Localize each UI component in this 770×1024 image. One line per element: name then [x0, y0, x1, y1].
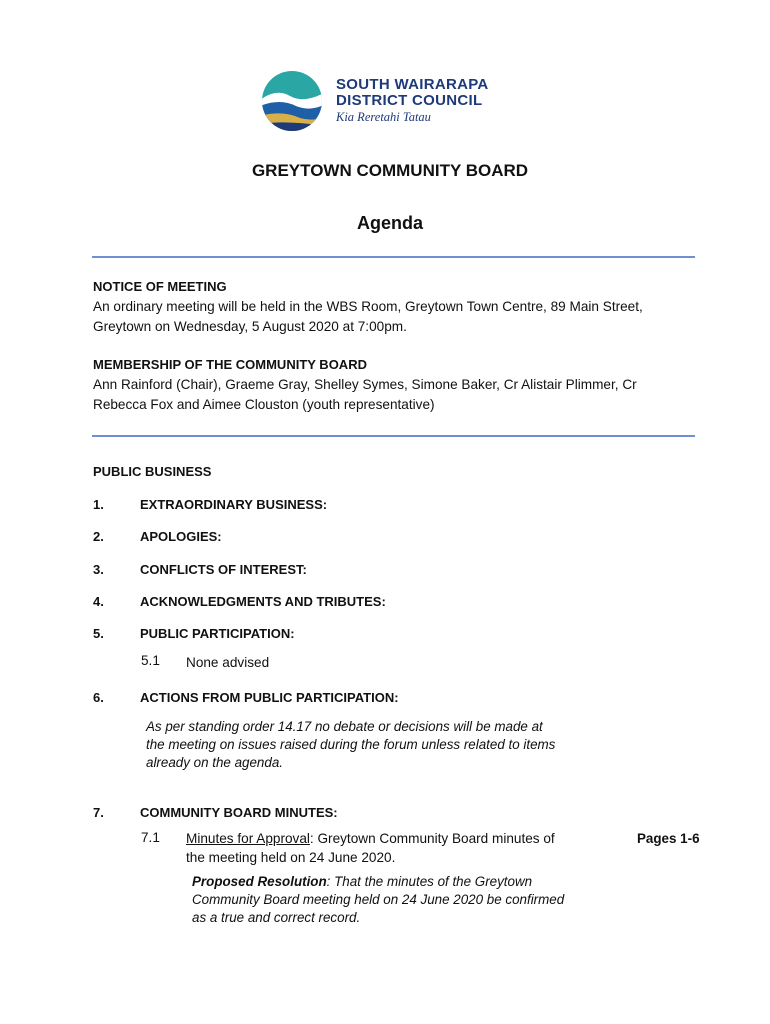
resolution-line1: : That the minutes of the Greytown: [326, 874, 533, 889]
subitem-number: 5.1: [141, 653, 160, 668]
council-emblem-icon: [260, 70, 326, 132]
council-tagline: Kia Reretahi Tatau: [336, 110, 431, 124]
note-line1: As per standing order 14.17 no debate or decisions will be made at: [146, 719, 543, 734]
item-label: EXTRAORDINARY BUSINESS:: [140, 497, 328, 512]
resolution-label: Proposed Resolution: [192, 874, 327, 889]
item-number: 2.: [93, 529, 104, 544]
minutes-text-line2: the meeting held on 24 June 2020.: [186, 850, 396, 865]
item-number: 4.: [93, 594, 104, 609]
item-label: PUBLIC PARTICIPATION:: [140, 626, 295, 641]
item-number: 7.: [93, 805, 104, 820]
divider-bottom: [92, 435, 695, 437]
membership-section: [93, 355, 693, 415]
agenda-title: Agenda: [356, 213, 423, 233]
item-label: CONFLICTS OF INTEREST:: [140, 562, 307, 577]
membership-line2: Rebecca Fox and Aimee Clouston (youth representative): [93, 397, 435, 412]
item-number: 3.: [93, 562, 104, 577]
public-business-heading: PUBLIC BUSINESS: [93, 464, 212, 479]
minutes-approval-text: [186, 829, 555, 867]
note-line3: already on the agenda.: [146, 755, 283, 770]
minutes-text-line1: : Greytown Community Board minutes of: [309, 831, 555, 846]
notice-section: [93, 277, 693, 337]
item-label: APOLOGIES:: [140, 529, 222, 544]
council-logo: [260, 70, 510, 130]
subitem-number: 7.1: [141, 830, 160, 845]
item-label: ACKNOWLEDGMENTS AND TRIBUTES:: [140, 594, 386, 609]
minutes-approval-link[interactable]: Minutes for Approval: [186, 831, 310, 846]
item-number: 6.: [93, 690, 104, 705]
pages-reference: Pages 1-6: [637, 831, 700, 846]
subitem-text: None advised: [186, 655, 270, 670]
item-label: COMMUNITY BOARD MINUTES:: [140, 805, 338, 820]
council-name-line1: SOUTH WAIRARAPA: [336, 76, 489, 93]
resolution-line2: Community Board meeting held on 24 June 2020 be confirmed: [192, 892, 565, 907]
membership-line1: Ann Rainford (Chair), Graeme Gray, Shelley Symes, Simone Baker, Cr Alistair Plimmer, Cr: [93, 377, 637, 392]
council-name-line2: DISTRICT COUNCIL: [336, 92, 483, 109]
council-name: [336, 77, 489, 109]
notice-line2: Greytown on Wednesday, 5 August 2020 at 7:00pm.: [93, 319, 407, 334]
resolution-line3: as a true and correct record.: [192, 910, 361, 925]
proposed-resolution: [192, 873, 564, 927]
membership-heading: MEMBERSHIP OF THE COMMUNITY BOARD: [93, 357, 367, 372]
board-title: GREYTOWN COMMUNITY BOARD: [251, 161, 529, 180]
standing-order-note: [146, 718, 555, 772]
item-number: 1.: [93, 497, 104, 512]
item-label: ACTIONS FROM PUBLIC PARTICIPATION:: [140, 690, 399, 705]
notice-heading: NOTICE OF MEETING: [93, 279, 227, 294]
notice-line1: An ordinary meeting will be held in the WBS Room, Greytown Town Centre, 89 Main Street,: [93, 299, 643, 314]
divider-top: [92, 256, 695, 258]
note-line2: the meeting on issues raised during the forum unless related to items: [146, 737, 556, 752]
item-number: 5.: [93, 626, 104, 641]
